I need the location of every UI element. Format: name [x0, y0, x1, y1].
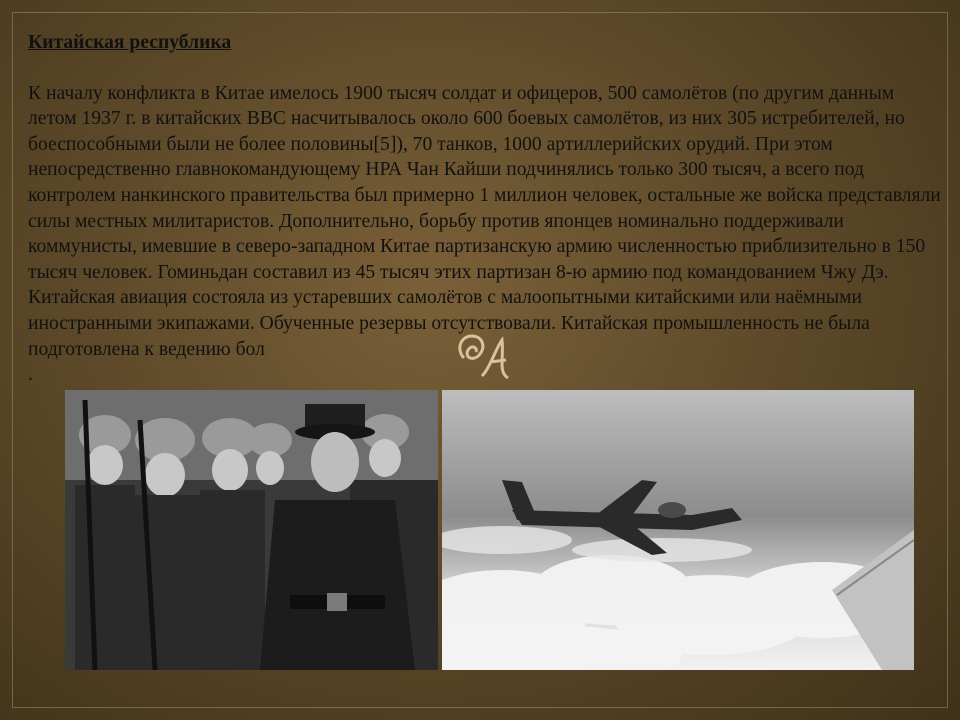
soldiers-photo: [65, 390, 438, 670]
slide-title: Китайская республика: [28, 32, 232, 53]
trailing-mark: .: [28, 364, 33, 386]
soldiers-illustration: [65, 390, 438, 670]
flourish-ornament-icon: [452, 328, 514, 384]
aircraft-illustration: [442, 390, 914, 670]
aircraft-photo: [442, 390, 914, 670]
slide-paragraph: К началу конфликта в Китае имелось 1900 тысяч солдат и офицеров, 500 самолётов (по другим данным летом 1937 г. в китайских ВВС насчитывалось около 600 боевых самолётов, из них 305 истребителей, но боеспособными были не более половины[5]), 70 танков, 1000 артиллерийских орудий. При этом непосредственно главнокомандующему НРА Чан Кайши подчинялись только 300 тысяч, а всего под контролем нанкинского правительства был примерно 1 миллион человек, остальные же войска представляли силы местных милитаристов. Дополнительно, борьбу против японцев номинально поддерживали коммунисты, имевшие в северо-западном Китае партизанскую армию численностью приблизительно в 150 тысяч человек. Гоминьдан составил из 45 тысяч этих партизан 8-ю армию под командованием Чжу Дэ. Китайская авиация состояла из устаревших самолётов с малоопытными китайскими или наёмными иностранными экипажами. Обученные резервы отсутствовали. Китайская промышленность не была подготовлена к ведению бол: [28, 82, 941, 360]
